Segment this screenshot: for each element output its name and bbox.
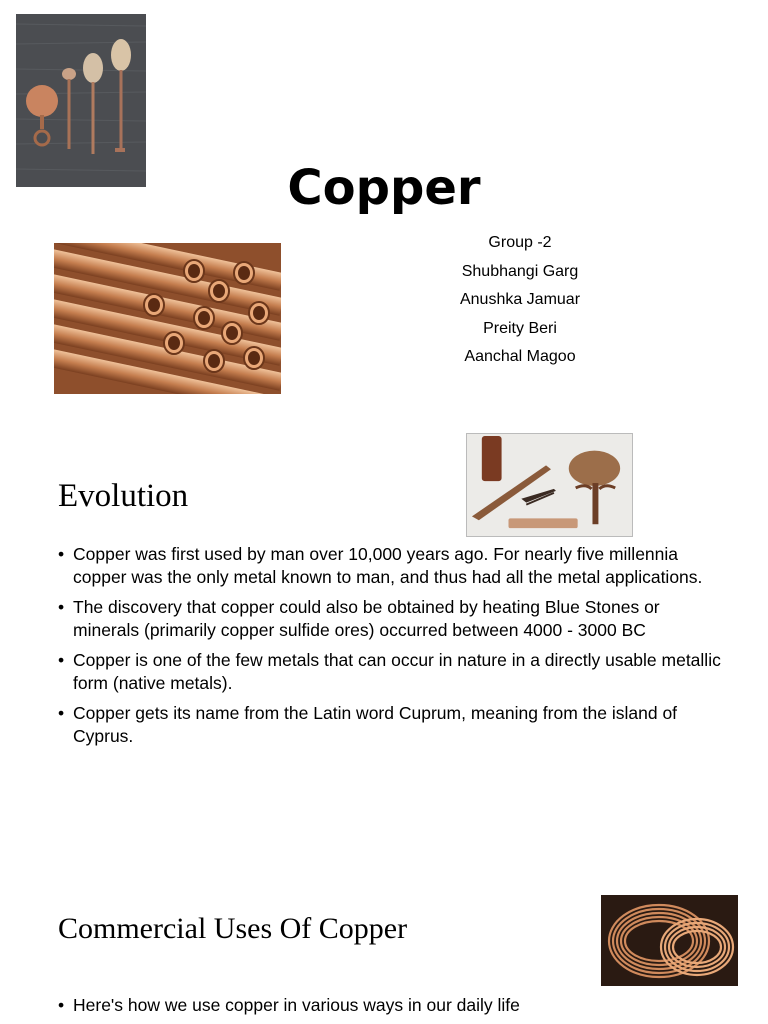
- copper-pipes-image: [54, 243, 281, 394]
- copper-coil-image: [601, 895, 738, 986]
- evolution-bullet-list: [58, 543, 723, 755]
- list-item: • Copper is one of the few metals that can occur in nature in a directly usable metallic form (native metals).: [58, 649, 723, 694]
- commercial-uses-heading: Commercial Uses Of Copper: [58, 912, 408, 945]
- page-title: Copper: [287, 160, 481, 216]
- list-item: • Copper gets its name from the Latin word Cuprum, meaning from the island of Cyprus.: [58, 702, 723, 747]
- list-item: • The discovery that copper could also be obtained by heating Blue Stones or minerals (primarily copper sulfide ores) occurred between 4000 - 3000 BC: [58, 596, 723, 641]
- author-name: Preity Beri: [483, 319, 557, 337]
- list-item: • Here's how we use copper in various ways in our daily life: [58, 994, 723, 1017]
- copper-artifacts-image: [466, 433, 633, 537]
- author-list: [420, 229, 620, 372]
- evolution-heading: Evolution: [58, 478, 189, 514]
- author-name: Anushka Jamuar: [459, 291, 581, 309]
- author-group: Group -2: [488, 234, 552, 251]
- commercial-bullet-list: [58, 994, 723, 1017]
- author-name: Shubhangi Garg: [461, 262, 579, 280]
- list-item: • Copper was first used by man over 10,000 years ago. For nearly five millennia copper was the only metal known to man, and thus had all the metal applications.: [58, 543, 723, 588]
- author-name: Aanchal Magoo: [464, 348, 576, 366]
